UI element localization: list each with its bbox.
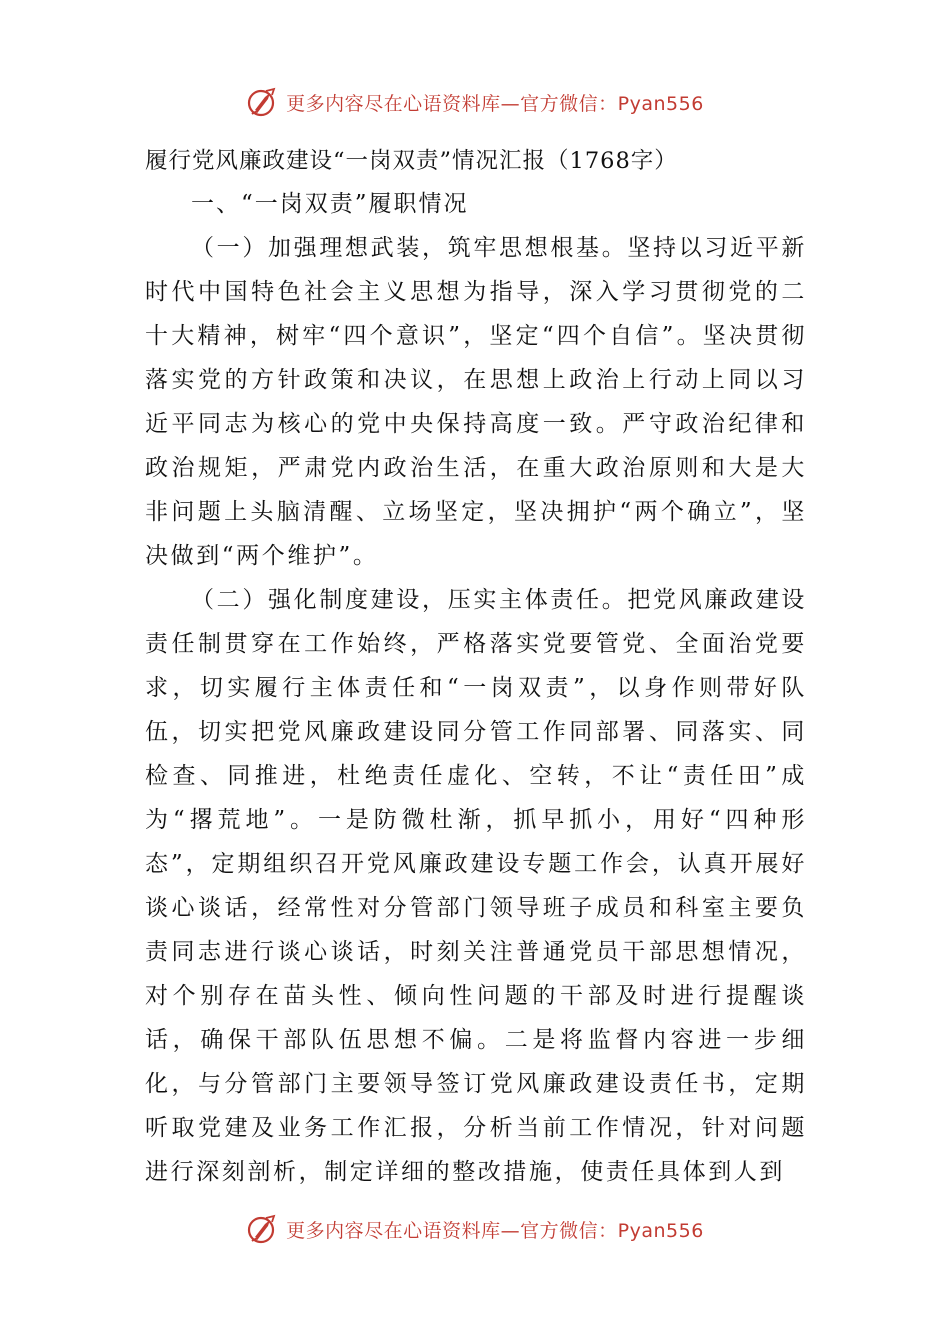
paragraph: （二）强化制度建设，压实主体责任。把党风廉政建设责任制贯穿在工作始终，严格落实党要管党、全面治党要求，切实履行主体责任和“一岗双责”，以身作则带好队伍，切实把党风廉政建设同分管工作同部署、同落实、同检查、同推进，杜绝责任虚化、空转，不让“责任田”成为“撂荒地”。一是防微杜渐，抓早抓小，用好“四种形态”，定期组织召开党风廉政建设专题工作会，认真开展好谈心谈话，经常性对分管部门领导班子成员和科室主要负责同志进行谈心谈话，时刻关注普通党员干部思想情况，对个别存在苗头性、倾向性问题的干部及时进行提醒谈话，确保干部队伍思想不偏。二是将监督内容进一步细化，与分管部门主要领导签订党风廉政建设责任书，定期听取党建及业务工作汇报，分析当前工作情况，针对问题进行深刻剖析，制定详细的整改措施，使责任具体到人到 xyxy=(145,587,807,1185)
header-watermark-banner xyxy=(0,82,950,122)
section-heading: 一、“一岗双责”履职情况 xyxy=(191,191,469,217)
pen-nib-logo-icon xyxy=(246,85,280,119)
paragraph: （一）加强理想武装，筑牢思想根基。坚持以习近平新时代中国特色社会主义思想为指导，深入学习贯彻党的二十大精神，树牢“四个意识”，坚定“四个自信”。坚决贯彻落实党的方针政策和决议，在思想上政治上行动上同以习近平同志为核心的党中央保持高度一致。严守政治纪律和政治规矩，严肃党内政治生活，在重大政治原则和大是大非问题上头脑清醒、立场坚定，坚决拥护“两个确立”，坚决做到“两个维护”。 xyxy=(145,235,807,569)
document-body xyxy=(145,140,807,1194)
watermark-text: 更多内容尽在心语资料库—官方微信：Pyan556 xyxy=(286,92,704,115)
watermark-text: 更多内容尽在心语资料库—官方微信：Pyan556 xyxy=(286,1219,704,1242)
footer-watermark-banner xyxy=(0,1209,950,1249)
document-title: 履行党风廉政建设“一岗双责”情况汇报（1768字） xyxy=(145,148,678,174)
pen-nib-logo-icon xyxy=(246,1212,280,1246)
